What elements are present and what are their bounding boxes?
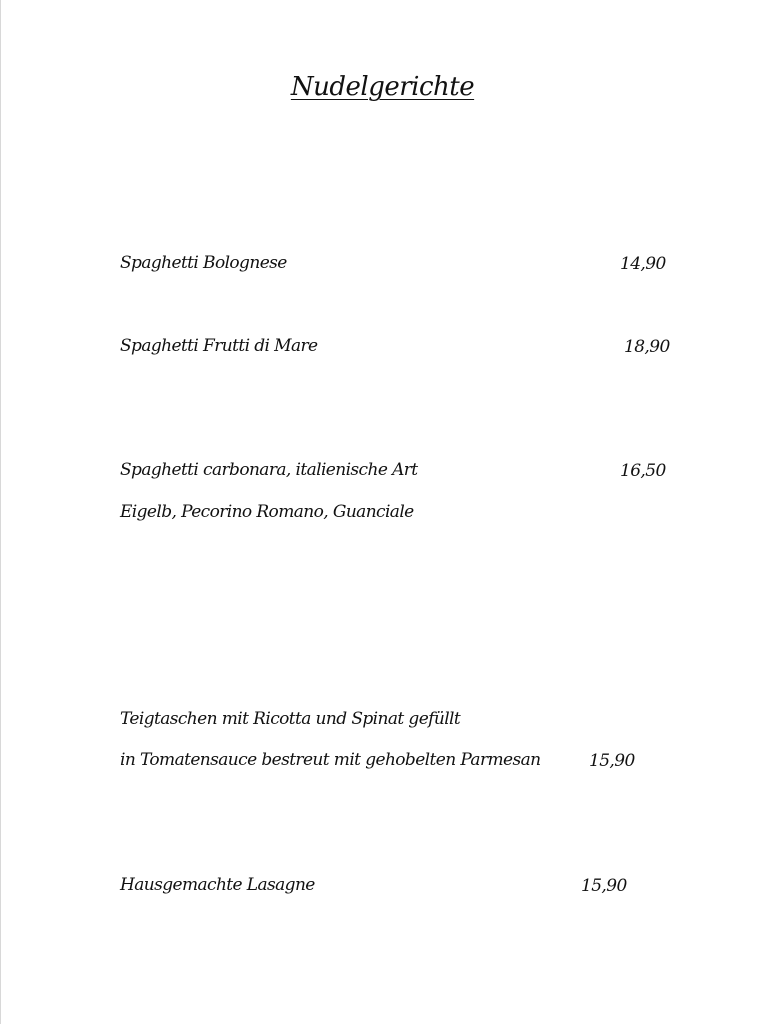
menu-item-price: 15,90	[589, 751, 635, 771]
menu-item-name: Spaghetti Bolognese	[120, 253, 287, 273]
menu-item-price: 15,90	[581, 876, 627, 896]
menu-item-name: Spaghetti carbonara, italienische Art	[120, 460, 418, 480]
menu-item-price: 18,90	[624, 337, 670, 357]
menu-item-price: 14,90	[620, 254, 666, 274]
menu-item-description: in Tomatensauce bestreut mit gehobelten Parmesan	[120, 750, 541, 770]
page-edge	[0, 0, 1, 1024]
menu-item-name: Spaghetti Frutti di Mare	[120, 336, 318, 356]
menu-item-name: Teigtaschen mit Ricotta und Spinat gefüllt	[120, 709, 461, 729]
menu-item-price: 16,50	[620, 461, 666, 481]
menu-item-name: Hausgemachte Lasagne	[120, 875, 315, 895]
page-title: Nudelgerichte	[290, 72, 475, 102]
menu-item-description: Eigelb, Pecorino Romano, Guanciale	[120, 502, 414, 522]
